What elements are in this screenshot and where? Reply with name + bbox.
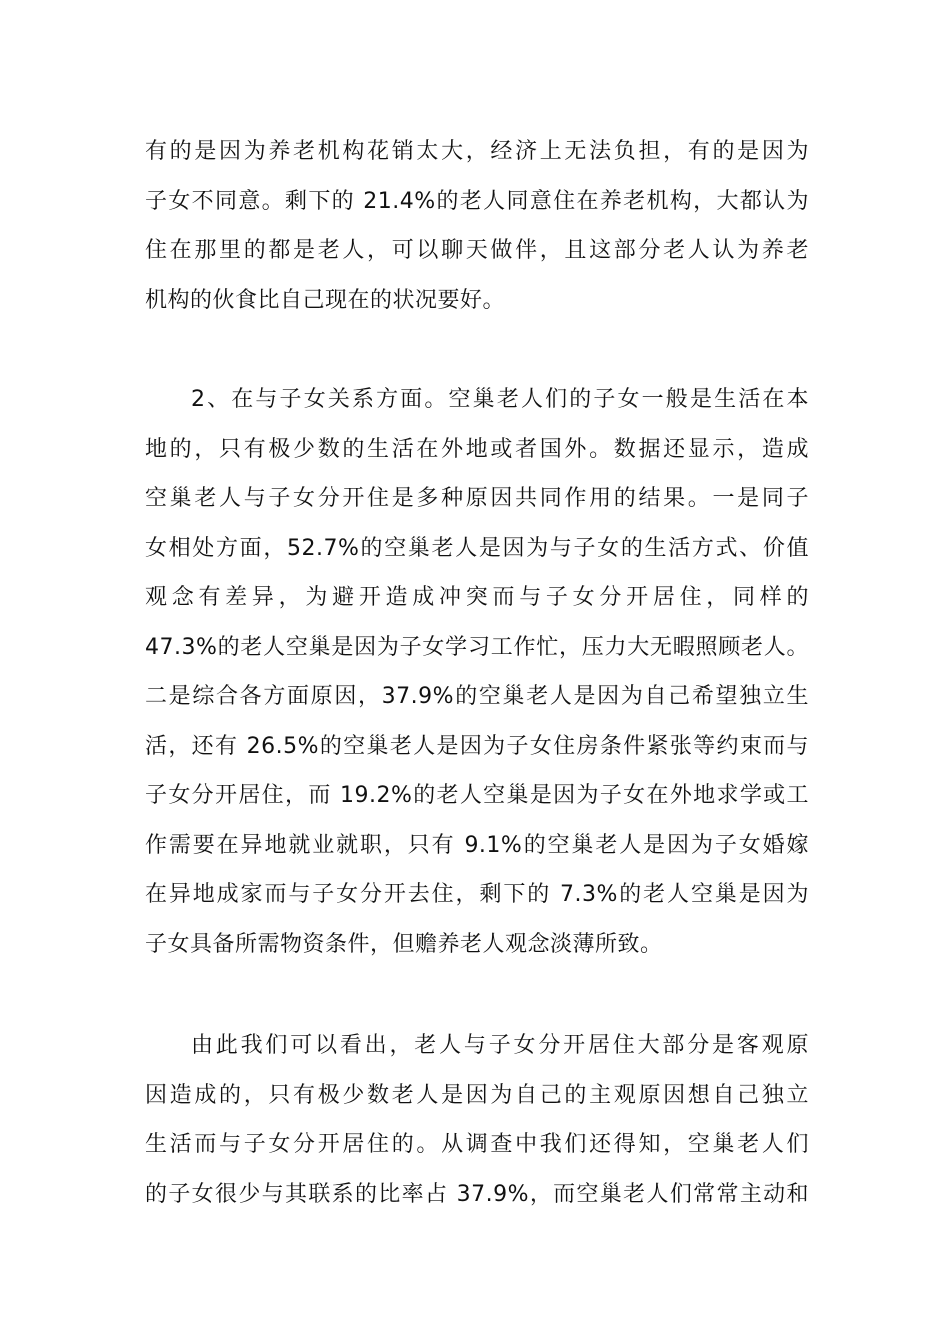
paragraph-line: 有的是因为养老机构花销太大，经济上无法负担，有的是因为: [145, 139, 809, 164]
paragraph-1: [145, 127, 809, 325]
paragraph-line: 子女分开居住，而 19.2%的老人空巢是因为子女在外地求学或工: [145, 783, 809, 808]
paragraph-line: 子女不同意。剩下的 21.4%的老人同意住在养老机构，大都认为: [145, 188, 809, 214]
paragraph-line: 因造成的，只有极少数老人是因为自己的主观原因想自己独立: [145, 1082, 809, 1108]
paragraph-line: 在异地成家而与子女分开去住，剩下的 7.3%的老人空巢是因为: [145, 882, 809, 907]
paragraph-line: 作需要在异地就业就职，只有 9.1%的空巢老人是因为子女婚嫁: [145, 832, 809, 858]
paragraph-line: 生活而与子女分开居住的。从调查中我们还得知，空巢老人们: [145, 1132, 809, 1157]
paragraph-line: 女相处方面，52.7%的空巢老人是因为与子女的生活方式、价值: [145, 535, 809, 561]
paragraph-line: 机构的伙食比自己现在的状况要好。: [145, 287, 506, 313]
paragraph-line: 观念有差异，为避开造成冲突而与子女分开居住，同样的: [145, 585, 809, 610]
paragraph-line: 的子女很少与其联系的比率占 37.9%，而空巢老人们常常主动和: [145, 1181, 809, 1207]
paragraph-line: 空巢老人与子女分开住是多种原因共同作用的结果。一是同子: [145, 486, 809, 511]
paragraph-line: 地的，只有极少数的生活在外地或者国外。数据还显示，造成: [145, 436, 809, 462]
paragraph-line: 活，还有 26.5%的空巢老人是因为子女住房条件紧张等约束而与: [145, 733, 809, 759]
paragraph-2: [145, 375, 809, 969]
paragraph-line: 2、在与子女关系方面。空巢老人们的子女一般是生活在本: [191, 387, 809, 412]
paragraph-line: 由此我们可以看出，老人与子女分开居住大部分是客观原: [191, 1033, 809, 1058]
paragraph-3: [145, 1021, 809, 1219]
paragraph-line: 二是综合各方面原因，37.9%的空巢老人是因为自己希望独立生: [145, 684, 809, 709]
paragraph-line: 住在那里的都是老人，可以聊天做伴，且这部分老人认为养老: [145, 238, 809, 263]
paragraph-line: 子女具备所需物资条件，但赡养老人观念淡薄所致。: [145, 931, 663, 957]
paragraph-line: 47.3%的老人空巢是因为子女学习工作忙，压力大无暇照顾老人。: [145, 634, 809, 660]
